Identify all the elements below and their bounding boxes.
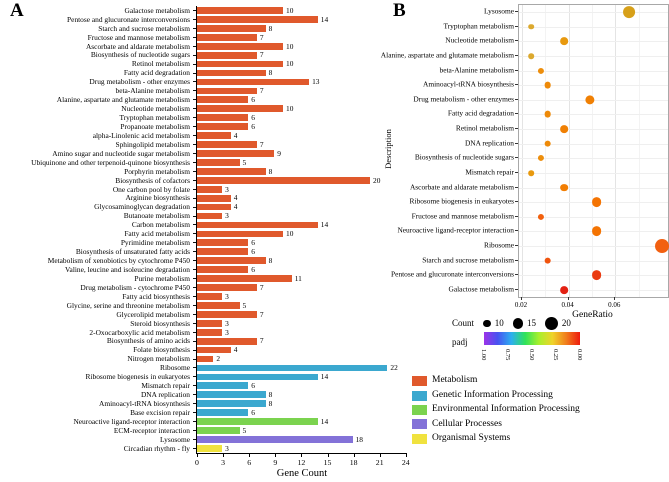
x-tick-label: 6 xyxy=(247,458,252,467)
bar xyxy=(196,302,240,309)
bar-row xyxy=(0,435,440,444)
bar-value: 10 xyxy=(286,229,294,239)
bar-row xyxy=(0,346,440,355)
x-tick-mark xyxy=(275,454,276,457)
bar-value: 13 xyxy=(312,77,320,87)
bar xyxy=(196,382,248,389)
padj-tick-label: 0.50 xyxy=(528,349,535,361)
x-tick-label: 18 xyxy=(349,458,358,467)
bar-label: Ubiquinone and other terpenoid-quinone biosynthesis xyxy=(31,157,190,167)
bar-label: Arginine biosynthesis xyxy=(125,193,190,203)
dot-row-label: Ribosome xyxy=(484,240,514,250)
bar xyxy=(196,365,387,372)
bar xyxy=(196,222,318,229)
bar-row xyxy=(0,381,440,390)
dot-row-label: Drug metabolism - other enzymes xyxy=(413,94,514,104)
legend-swatch xyxy=(412,419,427,429)
legend-swatch xyxy=(412,405,427,415)
bar-label: Circadian rhythm - fly xyxy=(123,443,190,453)
bar-row xyxy=(0,390,440,399)
bar-value: 4 xyxy=(233,345,238,355)
count-legend-dot xyxy=(483,320,491,328)
bar xyxy=(196,266,248,273)
bar-value: 6 xyxy=(251,381,255,391)
bar xyxy=(196,436,353,443)
bar-label: Glycerolipid metabolism xyxy=(116,309,190,319)
bar-value: 7 xyxy=(259,336,264,346)
dot-row-label: Alanine, aspartate and glutamate metabolism xyxy=(380,50,514,60)
bar xyxy=(196,186,222,193)
category-legend xyxy=(412,374,580,446)
dot-row-label: Galactose metabolism xyxy=(448,284,514,294)
bar-row xyxy=(0,444,440,453)
minor-gridline xyxy=(592,5,593,297)
bar xyxy=(196,248,248,255)
dot-row-label: Fatty acid degradation xyxy=(447,108,514,118)
bar xyxy=(196,43,283,50)
x-tick-label: 15 xyxy=(323,458,332,467)
bar-label: Metabolism of xenobiotics by cytochrome P450 xyxy=(47,256,190,266)
legend-swatch xyxy=(412,434,427,444)
bar-value: 10 xyxy=(286,59,294,69)
legend-label: Environmental Information Processing xyxy=(432,404,580,415)
bar xyxy=(196,311,257,318)
dot-plot-panel xyxy=(518,4,669,298)
bar-label: Glycosaminoglycan degradation xyxy=(94,202,190,212)
bar-label: Butanoate metabolism xyxy=(123,211,190,221)
bar-value: 6 xyxy=(251,95,255,105)
padj-tick-label: 0.75 xyxy=(504,349,511,361)
legend-item xyxy=(412,432,580,446)
bar-value: 10 xyxy=(286,5,294,15)
bar-value: 6 xyxy=(251,264,255,274)
dot-row-label: Ribosome biogenesis in eukaryotes xyxy=(409,196,514,206)
bar xyxy=(196,445,222,452)
dot xyxy=(655,239,669,253)
bar xyxy=(196,213,222,220)
major-gridline xyxy=(615,5,616,297)
bar xyxy=(196,347,231,354)
dot xyxy=(538,155,544,161)
bar-row xyxy=(0,399,440,408)
dot xyxy=(529,170,535,176)
padj-tick-label: 0.25 xyxy=(552,349,559,361)
row-gridline xyxy=(519,114,668,115)
bar xyxy=(196,293,222,300)
bar-label: Galactose metabolism xyxy=(124,5,190,15)
bar-value: 7 xyxy=(259,139,264,149)
bar xyxy=(196,150,274,157)
row-gridline xyxy=(519,144,668,145)
major-gridline xyxy=(569,5,570,297)
bar-label: ECM-receptor interaction xyxy=(113,425,190,435)
bar-label: Carbon metabolism xyxy=(131,220,190,230)
bar-label: DNA replication xyxy=(140,390,190,400)
bar xyxy=(196,96,248,103)
bar-value: 8 xyxy=(268,399,273,409)
bar xyxy=(196,239,248,246)
bar-row xyxy=(0,372,440,381)
dot xyxy=(544,140,551,147)
minor-gridline xyxy=(545,5,546,297)
dot xyxy=(592,227,602,237)
bar-label: Biosynthesis of cofactors xyxy=(115,175,190,185)
legend-swatch xyxy=(412,376,427,386)
dot-row-label: Lysosome xyxy=(484,6,514,16)
bar-value: 3 xyxy=(225,443,229,453)
bar-value: 5 xyxy=(242,157,247,167)
dot-plot-y-axis-title: Description xyxy=(383,129,393,169)
x-tick-mark xyxy=(223,454,224,457)
x-tick-label: 0.06 xyxy=(608,301,621,309)
bar-label: Pyrimidine metabolism xyxy=(120,238,190,248)
x-tick-mark xyxy=(614,297,615,300)
padj-tick-label: 0.00 xyxy=(576,349,583,361)
legend-label: Organismal Systems xyxy=(432,433,511,443)
bar-label: Biosynthesis of nucleotide sugars xyxy=(90,50,190,60)
bar-row xyxy=(0,355,440,364)
bar-value: 3 xyxy=(225,211,229,221)
bar-label: Glycine, serine and threonine metabolism xyxy=(66,300,190,310)
dot xyxy=(592,270,602,280)
major-gridline xyxy=(522,5,523,297)
bar xyxy=(196,114,248,121)
x-tick-mark xyxy=(380,454,381,457)
dot xyxy=(544,111,551,118)
bar-value: 5 xyxy=(242,300,247,310)
dot-row-label: Biosynthesis of nucleotide sugars xyxy=(414,152,514,162)
bar-value: 7 xyxy=(259,282,264,292)
bar xyxy=(196,257,266,264)
padj-legend-title: padj xyxy=(452,337,468,347)
bar xyxy=(196,427,240,434)
x-tick-mark xyxy=(568,297,569,300)
bar-value: 20 xyxy=(373,175,381,185)
x-tick-mark xyxy=(354,454,355,457)
bar-label: Sphingolipid metabolism xyxy=(115,139,190,149)
legend-label: Genetic Information Processing xyxy=(432,389,553,400)
bar-value: 18 xyxy=(355,434,363,444)
count-legend-title: Count xyxy=(452,318,475,329)
bar-value: 22 xyxy=(390,363,398,373)
bar-label: Steroid biosynthesis xyxy=(130,318,190,328)
bar-value: 14 xyxy=(320,14,329,24)
bar-row xyxy=(0,408,440,417)
row-gridline xyxy=(519,246,668,247)
row-gridline xyxy=(519,85,668,86)
bar xyxy=(196,231,283,238)
bar-value: 14 xyxy=(320,220,329,230)
bar-value: 3 xyxy=(225,318,229,328)
minor-gridline xyxy=(639,5,640,297)
bar-value: 10 xyxy=(286,41,294,51)
bar-row xyxy=(0,328,440,337)
bar-label: Biosynthesis of amino acids xyxy=(106,336,190,346)
bar-row xyxy=(0,426,440,435)
bar-value: 7 xyxy=(259,32,264,42)
bar-label: Mismatch repair xyxy=(141,381,190,391)
dot xyxy=(529,53,535,59)
bar-label: Porphyrin metabolism xyxy=(124,166,190,176)
bar-label: Ribosome biogenesis in eukaryotes xyxy=(85,372,190,382)
count-legend-dot xyxy=(545,317,558,330)
bar-label: 2-Oxocarboxylic acid metabolism xyxy=(89,327,190,337)
dot-row-label: Nucleotide metabolism xyxy=(445,35,514,45)
bar-label: alpha-Linolenic acid metabolism xyxy=(92,130,190,140)
bar-value: 8 xyxy=(268,166,273,176)
row-gridline xyxy=(519,56,668,57)
count-legend-value: 15 xyxy=(527,318,536,329)
bar-label: Starch and sucrose metabolism xyxy=(98,23,190,33)
x-tick-mark xyxy=(301,454,302,457)
bar xyxy=(196,338,257,345)
bar-value: 6 xyxy=(251,247,255,257)
bar-label: One carbon pool by folate xyxy=(112,184,190,194)
padj-color-gradient xyxy=(484,332,580,345)
dot-row-label: Aminoacyl-tRNA biosynthesis xyxy=(423,79,514,89)
dot xyxy=(538,67,544,73)
row-gridline xyxy=(519,129,668,130)
bar-value: 7 xyxy=(259,50,264,60)
legend-label: Cellular Processes xyxy=(432,418,502,429)
bar-label: Purine metabolism xyxy=(134,273,190,283)
x-tick-label: 0 xyxy=(195,458,199,467)
bar xyxy=(196,70,266,77)
bar-label: beta-Alanine metabolism xyxy=(115,86,190,96)
bar xyxy=(196,88,257,95)
bar xyxy=(196,204,231,211)
bar xyxy=(196,123,248,130)
dot xyxy=(538,214,544,220)
bar-value: 6 xyxy=(251,121,255,131)
dot xyxy=(623,6,635,18)
bar-value: 3 xyxy=(225,291,229,301)
bar xyxy=(196,141,257,148)
dot-row-label: Retinol metabolism xyxy=(455,123,514,133)
bar-value: 2 xyxy=(216,354,221,364)
legend-item xyxy=(412,417,580,431)
bar xyxy=(196,16,318,23)
bar-value: 8 xyxy=(268,390,273,400)
bar-value: 8 xyxy=(268,23,273,33)
bar-value: 7 xyxy=(259,309,264,319)
legend-item xyxy=(412,388,580,402)
dot xyxy=(592,197,602,207)
bar-label: Neuroactive ligand-receptor interaction xyxy=(73,416,190,426)
bar xyxy=(196,356,213,363)
dot xyxy=(560,286,568,294)
bar-label: Fatty acid metabolism xyxy=(124,229,190,239)
bar xyxy=(196,177,370,184)
bar-label: Fatty acid degradation xyxy=(123,68,190,78)
x-tick-mark xyxy=(328,454,329,457)
x-tick-label: 3 xyxy=(221,458,226,467)
bar xyxy=(196,418,318,425)
x-tick-label: 9 xyxy=(273,458,278,467)
legend-label: Metabolism xyxy=(432,375,478,386)
dot-plot-x-axis-title: GeneRatio xyxy=(572,310,613,320)
bar-value: 14 xyxy=(320,416,329,426)
bar xyxy=(196,329,222,336)
bar-value: 8 xyxy=(268,256,273,266)
bar-row xyxy=(0,310,440,319)
bar-value: 9 xyxy=(277,148,281,158)
bar xyxy=(196,159,240,166)
x-tick-label: 21 xyxy=(375,458,384,467)
bar xyxy=(196,400,266,407)
bar-value: 6 xyxy=(251,238,255,248)
bar-value: 10 xyxy=(286,104,294,114)
dot xyxy=(529,24,535,30)
bar-value: 3 xyxy=(225,327,229,337)
bar-label: Drug metabolism - other enzymes xyxy=(89,77,190,87)
x-tick-label: 0.02 xyxy=(514,301,528,309)
bar-label: Retinol metabolism xyxy=(131,59,190,69)
dot xyxy=(560,125,568,133)
bar-value: 6 xyxy=(251,113,255,123)
dot-row-label: Mismatch repair xyxy=(465,167,514,177)
x-tick-mark xyxy=(406,454,407,457)
bar xyxy=(196,105,283,112)
row-gridline xyxy=(519,173,668,174)
bar-value: 5 xyxy=(242,425,247,435)
bar xyxy=(196,195,231,202)
dot-row-label: Starch and sucrose metabolism xyxy=(422,255,514,265)
bar xyxy=(196,7,283,14)
panel-b-label: B xyxy=(393,0,406,21)
bar-row xyxy=(0,301,440,310)
bar-value: 4 xyxy=(233,202,238,212)
bar-value: 7 xyxy=(259,86,264,96)
dot xyxy=(560,184,568,192)
bar-value: 14 xyxy=(320,372,329,382)
legend-swatch xyxy=(412,391,427,401)
x-tick-mark xyxy=(521,297,522,300)
bar-value: 4 xyxy=(233,130,238,140)
x-tick-mark xyxy=(197,454,198,457)
bar xyxy=(196,284,257,291)
bar-row xyxy=(0,364,440,373)
bar xyxy=(196,320,222,327)
bar xyxy=(196,391,266,398)
count-legend-value: 10 xyxy=(494,318,504,329)
bar-label: Nucleotide metabolism xyxy=(121,104,190,114)
bar-label: Ribosome xyxy=(160,363,190,373)
bar xyxy=(196,132,231,139)
bar-chart-x-axis-title: Gene Count xyxy=(276,468,328,479)
bar-value: 8 xyxy=(268,68,273,78)
bar-label: Pentose and glucuronate interconversions xyxy=(67,14,190,24)
bar-row xyxy=(0,337,440,346)
bar-value: 11 xyxy=(294,273,302,283)
bar-row xyxy=(0,319,440,328)
bar-label: Nitrogen metabolism xyxy=(127,354,190,364)
bar xyxy=(196,168,266,175)
dot xyxy=(544,257,551,264)
dot-row-label: Ascorbate and aldarate metabolism xyxy=(409,181,514,191)
bar xyxy=(196,25,266,32)
x-tick-mark xyxy=(249,454,250,457)
bar-label: Base excision repair xyxy=(130,407,190,417)
row-gridline xyxy=(519,12,668,13)
dot xyxy=(560,37,568,45)
bar-label: Amino sugar and nucleotide sugar metabolism xyxy=(52,148,190,158)
panel-a-label: A xyxy=(10,0,24,21)
padj-tick-label: 1.00 xyxy=(480,349,487,361)
legend-item xyxy=(412,403,580,417)
bar-label: Drug metabolism - cytochrome P450 xyxy=(80,282,190,292)
dot-row-label: Fructose and mannose metabolism xyxy=(411,211,514,221)
bar xyxy=(196,34,257,41)
bar-value: 6 xyxy=(251,407,255,417)
dot xyxy=(544,82,551,89)
dot-row-label: Tryptophan metabolism xyxy=(443,20,514,30)
bar-label: Valine, leucine and isoleucine degradation xyxy=(65,264,190,274)
bar-label: Fatty acid biosynthesis xyxy=(122,291,190,301)
row-gridline xyxy=(519,27,668,28)
bar-label: Folate biosynthesis xyxy=(133,345,190,355)
bar-row xyxy=(0,417,440,426)
bar-label: Ascorbate and aldarate metabolism xyxy=(85,41,190,51)
count-size-legend xyxy=(452,317,571,330)
x-tick-label: 24 xyxy=(401,458,410,467)
bar-chart-y-axis-line xyxy=(196,6,197,454)
bar-row xyxy=(0,292,440,301)
bar-label: Propanoate metabolism xyxy=(120,121,190,131)
row-gridline xyxy=(519,290,668,291)
bar xyxy=(196,409,248,416)
bar xyxy=(196,52,257,59)
x-tick-label: 0.04 xyxy=(561,301,574,309)
bar xyxy=(196,61,283,68)
x-tick-label: 12 xyxy=(297,458,306,467)
bar-label: Fructose and mannose metabolism xyxy=(87,32,190,42)
bar-value: 4 xyxy=(233,193,238,203)
dot-row-label: DNA replication xyxy=(464,137,514,147)
row-gridline xyxy=(519,261,668,262)
row-gridline xyxy=(519,41,668,42)
bar-label: Lysosome xyxy=(160,434,190,444)
bar-label: Tryptophan metabolism xyxy=(119,113,190,123)
legend-item xyxy=(412,374,580,388)
bar xyxy=(196,374,318,381)
bar-label: Aminoacyl-tRNA biosynthesis xyxy=(99,399,190,409)
count-legend-value: 20 xyxy=(561,318,571,329)
bar-label: Alanine, aspartate and glutamate metabolism xyxy=(56,95,190,105)
bar xyxy=(196,79,309,86)
bar-value: 3 xyxy=(225,184,229,194)
count-legend-dot xyxy=(513,318,523,328)
dot-row-label: beta-Alanine metabolism xyxy=(439,64,514,74)
dot-row-label: Neuroactive ligand-receptor interaction xyxy=(397,225,514,235)
bar xyxy=(196,275,292,282)
bar-label: Biosynthesis of unsaturated fatty acids xyxy=(75,247,190,257)
row-gridline xyxy=(519,188,668,189)
dot-row-label: Pentose and glucuronate interconversions xyxy=(391,269,514,279)
